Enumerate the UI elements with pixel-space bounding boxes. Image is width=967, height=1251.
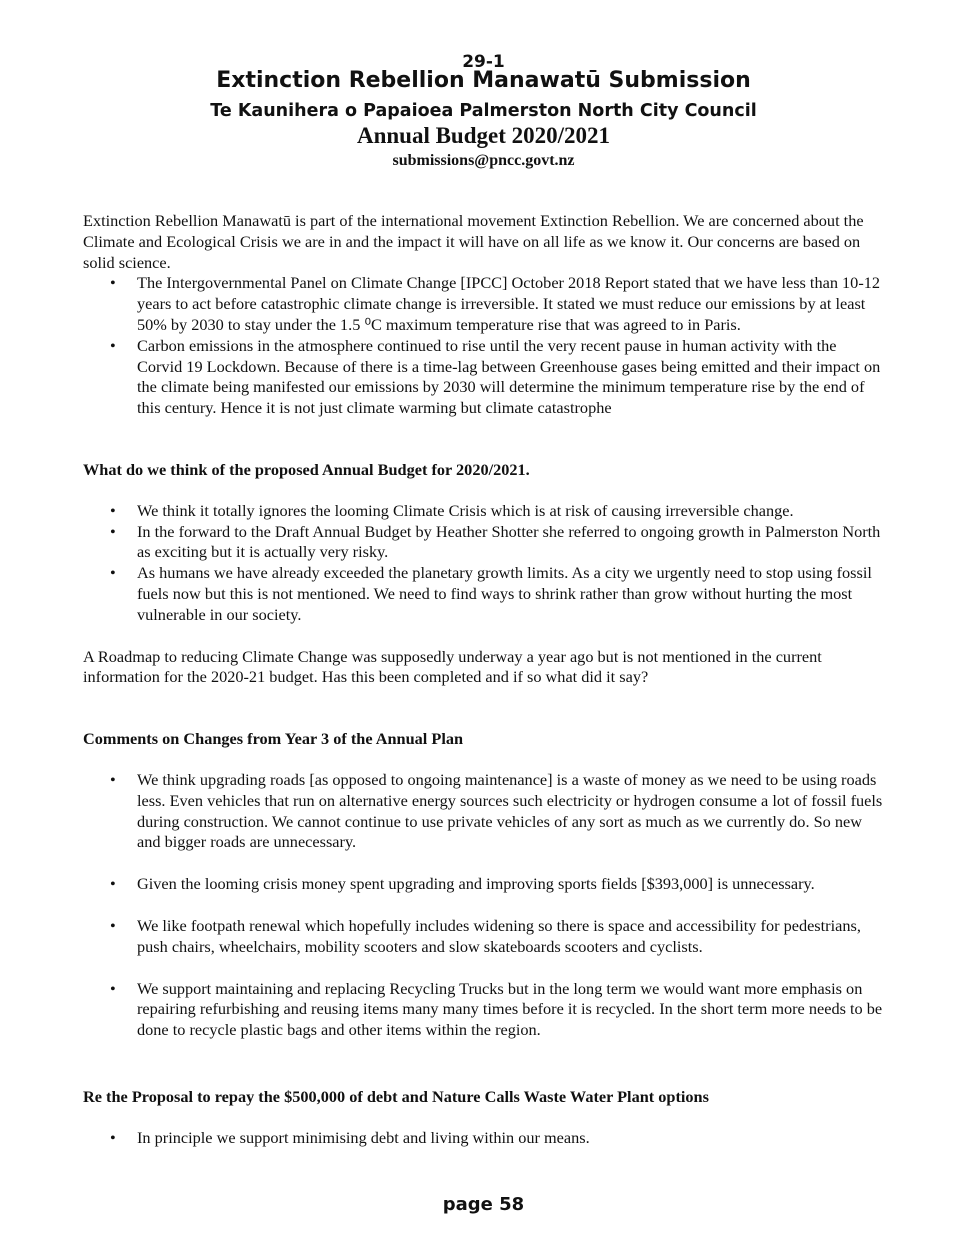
list-item: • Carbon emissions in the atmosphere continued to rise until the very recent pause in human activity with the Corvid 19 Lockdown. Because of there is a time-lag between Greenhouse gases being emitted and their impact on the climate being manifested our emissions by 2030 will determine the minimum temperature rise by the end of this century. Hence it is not just climate warming but climate catastrophe	[83, 336, 883, 419]
council-name: Te Kaunihera o Papaioea Palmerston North City Council	[210, 101, 757, 121]
changes-list	[83, 770, 883, 1041]
intro-paragraph: Extinction Rebellion Manawatū is part of the international movement Extinction Rebellion. We are concerned about the Climate and Ecological Crisis we are in and the impact it will have on all life as we know it. Our concerns are based on solid science.	[83, 211, 864, 272]
document-body	[83, 211, 883, 1149]
debt-proposal-list	[83, 1128, 883, 1149]
roadmap-paragraph: A Roadmap to reducing Climate Change was supposedly underway a year ago but is not mentioned in the current information for the 2020-21 budget. Has this been completed and if so what did it say?	[83, 646, 822, 687]
section-heading-changes: Comments on Changes from Year 3 of the Annual Plan	[83, 729, 464, 749]
list-item: • We support maintaining and replacing Recycling Trucks but in the long term we would want more emphasis on repairing refurbishing and reusing items many many times before it is recycled. In the short term more needs to be done to recycle plastic bags and other items within the region.	[83, 979, 883, 1041]
intro-bullet-list	[83, 273, 883, 419]
submission-email: submissions@pncc.govt.nz	[392, 152, 575, 169]
list-item: • We like footpath renewal which hopefully includes widening so there is space and accessibility for pedestrians, push chairs, wheelchairs, mobility scooters and slow skateboards scooters and cyclists.	[83, 916, 883, 958]
section-heading-debt-proposal: Re the Proposal to repay the $500,000 of debt and Nature Calls Waste Water Plant options	[83, 1086, 709, 1106]
document-title: Extinction Rebellion Manawatū Submission	[216, 68, 751, 93]
budget-opinion-list	[83, 501, 883, 626]
list-item: • The Intergovernmental Panel on Climate Change [IPCC] October 2018 Report stated that we have less than 10-12 years to act before catastrophic climate change is irreversible. It stated we must reduce our emissions by at least 50% by 2030 to stay under the 1.5 ⁰C maximum temperature rise that was agreed to in Paris.	[83, 273, 883, 335]
list-item: • We think upgrading roads [as opposed to ongoing maintenance] is a waste of money as we need to be using roads less. Even vehicles that run on alternative energy sources such electricity or hydrogen consume a lot of fossil fuels during construction. We cannot continue to use private vehicles of any sort as much as we currently do. So new and bigger roads are unnecessary.	[83, 770, 883, 853]
list-item: • We think it totally ignores the looming Climate Crisis which is at risk of causing irreversible change.	[83, 501, 883, 522]
section-heading-budget-opinion: What do we think of the proposed Annual Budget for 2020/2021.	[83, 459, 530, 479]
list-item: • Given the looming crisis money spent upgrading and improving sports fields [$393,000] is unnecessary.	[83, 874, 883, 895]
budget-title: Annual Budget 2020/2021	[356, 123, 611, 148]
list-item: • In the forward to the Draft Annual Budget by Heather Shotter she referred to ongoing growth in Palmerston North as exciting but it is actually very risky.	[83, 522, 883, 564]
list-item: • In principle we support minimising debt and living within our means.	[83, 1128, 883, 1149]
page-number: page 58	[442, 1194, 525, 1215]
list-item: • As humans we have already exceeded the planetary growth limits. As a city we urgently need to stop using fossil fuels now but this is not mentioned. We need to find ways to shrink rather than grow without hurting the most vulnerable in our society.	[83, 563, 883, 625]
document-reference: 29-1	[462, 52, 505, 72]
